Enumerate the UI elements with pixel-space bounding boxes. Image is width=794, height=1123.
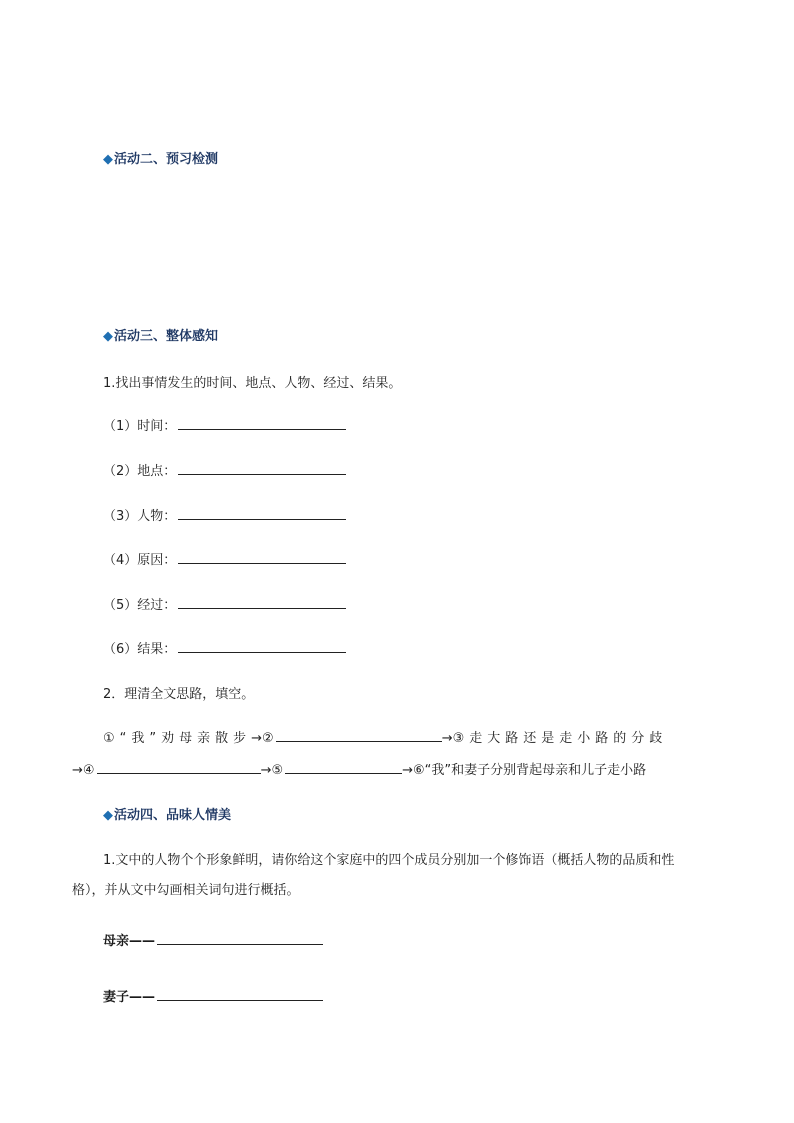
activity2-heading [103, 148, 218, 167]
item-people [103, 505, 346, 524]
wife-label: 妻子—— [103, 990, 156, 1005]
activity4-question-line-2: 格），并从文中勾画相关词句进行概括。 [72, 883, 300, 898]
activity3-heading [103, 325, 218, 344]
arrow-icon: → [260, 763, 272, 778]
item-place [103, 460, 346, 479]
item-label: （2）地点： [103, 464, 177, 479]
diamond-icon: ◆ [103, 329, 113, 344]
flow-step-1: ①“我”劝母亲散步 [103, 731, 252, 746]
answer-blank[interactable] [178, 460, 346, 475]
answer-blank[interactable] [178, 505, 346, 520]
mother-blank[interactable] [157, 930, 323, 945]
flow-step-2: ② [262, 731, 274, 746]
activity4-question-line-1: 1.文中的人物个个形象鲜明，请你给这个家庭中的四个成员分别加一个修饰语（概括人物的品质和性 [103, 853, 675, 868]
flow-blank-2[interactable] [276, 727, 442, 742]
item-label: （1）时间： [103, 419, 177, 434]
activity4-heading [103, 804, 231, 823]
activity3-question-1: 1.找出事情发生的时间、地点、人物、经过、结果。 [103, 376, 402, 391]
flow-step-6: ⑥“我”和妻子分别背起母亲和儿子走小路 [413, 763, 647, 778]
wife-row [103, 986, 323, 1005]
flow-step-4: ④ [82, 763, 95, 778]
flow-blank-4[interactable] [97, 759, 261, 774]
mother-row [103, 930, 323, 949]
flow-step-3: ③走大路还是走小路的分歧 [452, 731, 668, 746]
item-label: （6）结果： [103, 642, 177, 657]
flow-blank-5[interactable] [285, 759, 402, 774]
item-label: （3）人物： [103, 509, 177, 524]
answer-blank[interactable] [178, 415, 346, 430]
activity3-title: 活动三、整体感知 [114, 329, 219, 344]
flow-line-1 [103, 727, 721, 746]
arrow-icon: → [251, 731, 263, 746]
activity3-question-2: 2．理清全文思路，填空。 [103, 687, 255, 702]
activity4-title: 活动四、品味人情美 [114, 808, 232, 823]
wife-blank[interactable] [157, 986, 323, 1001]
arrow-icon: → [441, 731, 453, 746]
answer-blank[interactable] [178, 594, 346, 609]
item-label: （4）原因： [103, 553, 177, 568]
item-time [103, 415, 346, 434]
item-process [103, 594, 346, 613]
mother-label: 母亲—— [103, 934, 156, 949]
item-cause [103, 549, 346, 568]
answer-blank[interactable] [178, 549, 346, 564]
diamond-icon: ◆ [103, 808, 113, 823]
arrow-icon: → [402, 763, 414, 778]
arrow-icon: → [72, 763, 83, 778]
activity2-title: 活动二、预习检测 [114, 152, 219, 167]
item-result [103, 638, 346, 657]
diamond-icon: ◆ [103, 152, 113, 167]
flow-line-2 [72, 759, 646, 778]
item-label: （5）经过： [103, 598, 177, 613]
flow-step-5: ⑤ [271, 763, 284, 778]
answer-blank[interactable] [178, 638, 346, 653]
